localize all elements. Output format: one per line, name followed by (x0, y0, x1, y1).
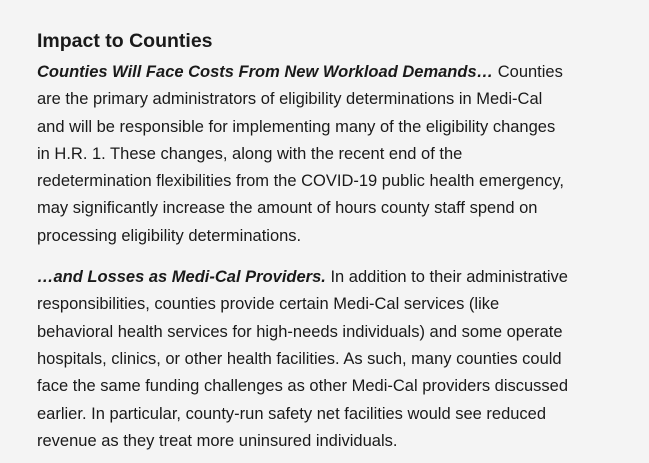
paragraph-line (37, 264, 637, 291)
paragraph-line: hospitals, clinics, or other health facilities. As such, many counties could (37, 349, 562, 368)
paragraph-line: face the same funding challenges as other Medi-Cal providers discussed (37, 377, 569, 396)
paragraph-lead: Counties Will Face Costs From New Workload Demands… (37, 63, 494, 81)
paragraph-counties-workload (37, 59, 637, 250)
paragraph-line: in H.R. 1. These changes, along with the recent end of the (37, 144, 463, 163)
paragraph-line: behavioral health services for high-needs individuals) and some operate (37, 322, 563, 341)
article-section (37, 0, 637, 455)
paragraph-line: responsibilities, counties provide certain Medi-Cal services (like (37, 295, 500, 314)
paragraph-line: earlier. In particular, county-run safety net facilities would see reduced (37, 404, 547, 423)
paragraph-line: redetermination flexibilities from the COVID-19 public health emergency, (37, 172, 565, 191)
paragraph-line: revenue as they treat more uninsured individuals. (37, 431, 398, 450)
paragraph-text: Counties (493, 63, 563, 81)
paragraph-medi-cal-providers (37, 264, 637, 455)
paragraph-line: may significantly increase the amount of hours county staff spend on (37, 199, 538, 218)
paragraph-line (37, 59, 637, 86)
paragraph-line: processing eligibility determinations. (37, 226, 302, 245)
paragraph-line: are the primary administrators of eligibility determinations in Medi-Cal (37, 90, 543, 109)
paragraph-lead: …and Losses as Medi-Cal Providers. (37, 268, 326, 287)
paragraph-line: and will be responsible for implementing many of the eligibility changes (37, 117, 556, 136)
section-heading: Impact to Counties (37, 30, 213, 52)
paragraph-text: In addition to their administrative (325, 268, 568, 287)
